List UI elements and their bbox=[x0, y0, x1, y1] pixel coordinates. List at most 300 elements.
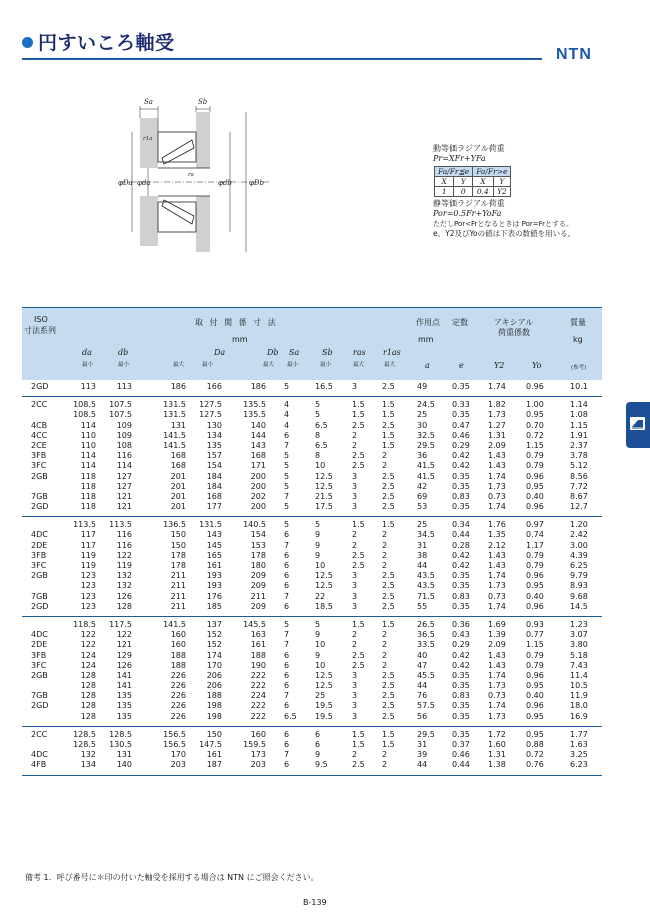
cell-Db-max: 144 bbox=[250, 430, 266, 440]
sym-r1as: r1as bbox=[383, 348, 401, 357]
cell-r1as-max: 2 bbox=[382, 561, 388, 570]
cell-da: 123 bbox=[80, 601, 96, 611]
cell-Yo: 0.93 bbox=[526, 619, 544, 629]
cell-a: 55 bbox=[417, 601, 428, 611]
v-y1: 0 bbox=[454, 187, 473, 197]
cell-Da-min: 176 bbox=[206, 591, 222, 601]
sym-e: e bbox=[459, 361, 464, 370]
cell-Sb-min: 18.5 bbox=[315, 601, 333, 611]
cell-ras-max: 3 bbox=[352, 481, 358, 491]
cell-Da-min: 130 bbox=[206, 420, 222, 430]
cell-db: 107.5 bbox=[109, 410, 132, 420]
cell-mass: 1.15 bbox=[570, 420, 588, 430]
cell-Yo: 0.96 bbox=[526, 571, 544, 581]
cell-a: 71.5 bbox=[417, 591, 435, 601]
tapered-bearing-icon bbox=[629, 415, 647, 433]
cell-mass: 7.43 bbox=[570, 660, 588, 670]
cell-mass: 1.23 bbox=[570, 619, 588, 629]
cell-ras-max: 2.5 bbox=[352, 561, 365, 570]
cell-e: 0.37 bbox=[452, 740, 470, 749]
cell-mass: 3.25 bbox=[570, 750, 588, 760]
cell-da: 124 bbox=[80, 660, 96, 670]
cell-ras-max: 1.5 bbox=[352, 520, 365, 530]
cell-mass: 1.91 bbox=[570, 430, 588, 440]
cell-Da-max: 201 bbox=[170, 502, 186, 512]
cell-Db-max: 222 bbox=[250, 701, 266, 711]
cell-Yo: 0.40 bbox=[526, 691, 544, 701]
cell-db: 131 bbox=[116, 750, 132, 760]
cell-Sa-min: 4 bbox=[284, 400, 290, 410]
cell-e: 0.42 bbox=[452, 650, 470, 660]
cell-db: 109 bbox=[116, 430, 132, 440]
cell-Sb-min: 9 bbox=[315, 750, 321, 760]
cell-e: 0.35 bbox=[452, 471, 470, 481]
cell-Da-max: 178 bbox=[170, 550, 186, 560]
cell-r1as-max: 2.5 bbox=[382, 701, 395, 711]
table-row bbox=[22, 492, 602, 502]
table-row bbox=[22, 651, 602, 661]
cell-Yo: 0.79 bbox=[526, 550, 544, 560]
cell-iso-series: 2GD bbox=[31, 502, 49, 512]
cell-da: 117 bbox=[80, 540, 96, 550]
cell-Y2: 1.74 bbox=[488, 382, 506, 391]
cell-Yo: 0.96 bbox=[526, 601, 544, 611]
cell-Sa-min: 5 bbox=[284, 451, 290, 461]
table-row bbox=[22, 561, 602, 571]
cell-Da-max: 178 bbox=[170, 561, 186, 570]
cell-iso-series: 2CC bbox=[31, 729, 48, 739]
min-Sb: 最小 bbox=[320, 362, 332, 368]
cell-Y2: 1.43 bbox=[488, 650, 506, 660]
cell-e: 0.47 bbox=[452, 420, 470, 430]
cell-Da-max: 211 bbox=[170, 571, 186, 581]
cell-ras-max: 2.5 bbox=[352, 660, 365, 670]
cell-Sb-min: 10 bbox=[315, 561, 326, 570]
table-group bbox=[22, 617, 602, 727]
cell-Da-min: 174 bbox=[206, 650, 222, 660]
hdr-axial: アキシアル bbox=[494, 318, 534, 327]
section-thumb-tab[interactable] bbox=[626, 402, 650, 448]
cell-iso-series: 2GB bbox=[31, 670, 48, 680]
cell-e: 0.43 bbox=[452, 630, 470, 640]
cell-iso-series: 2GB bbox=[31, 571, 48, 581]
cell-Da-max: 226 bbox=[170, 711, 186, 721]
cell-iso-series: 4FB bbox=[31, 760, 47, 770]
cell-Sb-min: 17.5 bbox=[315, 502, 333, 512]
max-ras: 最大 bbox=[353, 362, 365, 368]
cell-Y2: 1.43 bbox=[488, 660, 506, 670]
cell-r1as-max: 2 bbox=[382, 630, 388, 640]
cell-Db-max: 178 bbox=[250, 550, 266, 560]
cell-db: 113 bbox=[116, 382, 132, 391]
table-row bbox=[22, 410, 602, 420]
cell-r1as-max: 2.5 bbox=[382, 691, 395, 701]
cell-Sa-min: 6 bbox=[284, 650, 290, 660]
cell-iso-series: 2GD bbox=[31, 701, 49, 711]
min-Da: 最小 bbox=[202, 362, 214, 368]
cell-ras-max: 3 bbox=[352, 471, 358, 481]
cell-a: 25 bbox=[417, 410, 428, 420]
cell-Yo: 0.88 bbox=[526, 740, 544, 749]
cell-a: 45.5 bbox=[417, 670, 435, 680]
cell-a: 25 bbox=[417, 520, 428, 530]
cell-Y2: 1.60 bbox=[488, 740, 506, 749]
cell-mass: 1.63 bbox=[570, 740, 588, 749]
cell-Da-max: 201 bbox=[170, 481, 186, 491]
cell-a: 33.5 bbox=[417, 640, 435, 650]
cell-Sb-min: 9.5 bbox=[315, 760, 328, 770]
hdr-mass: 質量 bbox=[570, 318, 586, 327]
cell-Yo: 0.96 bbox=[526, 502, 544, 512]
cell-e: 0.83 bbox=[452, 591, 470, 601]
table-row bbox=[22, 520, 602, 530]
bearing-mounting-drawing bbox=[110, 92, 280, 272]
table-row bbox=[22, 730, 602, 740]
cell-iso-series: 2GB bbox=[31, 471, 48, 481]
cell-Da-max: 141.5 bbox=[163, 440, 186, 450]
equivalent-load-formula bbox=[433, 144, 575, 239]
cell-Da-min: 154 bbox=[206, 461, 222, 471]
v-x2: 0.4 bbox=[473, 187, 493, 197]
cell-da: 118.5 bbox=[73, 619, 96, 629]
cell-mass: 1.20 bbox=[570, 520, 588, 530]
cell-iso-series: 2DE bbox=[31, 540, 48, 550]
cell-Y2: 1.73 bbox=[488, 410, 506, 420]
cell-iso-series: 3FC bbox=[31, 461, 47, 471]
cell-r1as-max: 2 bbox=[382, 550, 388, 560]
hdr-constant: 定数 bbox=[452, 318, 468, 327]
cell-Y2: 1.73 bbox=[488, 681, 506, 691]
cell-Db-max: 211 bbox=[250, 591, 266, 601]
cell-iso-series: 3FC bbox=[31, 561, 47, 570]
cell-da: 132 bbox=[80, 750, 96, 760]
cell-Sb-min: 9 bbox=[315, 630, 321, 640]
cell-Db-max: 222 bbox=[250, 681, 266, 691]
min-da: 最小 bbox=[82, 362, 94, 368]
cell-Sa-min: 5 bbox=[284, 502, 290, 512]
cell-a: 57.5 bbox=[417, 701, 435, 711]
cell-Sa-min: 4 bbox=[284, 420, 290, 430]
cell-a: 31 bbox=[417, 540, 428, 550]
cell-Yo: 0.96 bbox=[526, 670, 544, 680]
cell-Sa-min: 7 bbox=[284, 591, 290, 601]
cell-Y2: 2.12 bbox=[488, 540, 506, 550]
cell-Da-min: 185 bbox=[206, 601, 222, 611]
cell-Da-min: 152 bbox=[206, 630, 222, 640]
cell-e: 0.28 bbox=[452, 540, 470, 550]
cell-Da-min: 135 bbox=[206, 440, 222, 450]
cond-gt: Fa/Fr>e bbox=[473, 167, 511, 177]
cell-Db-max: 145.5 bbox=[243, 619, 266, 629]
cell-Sb-min: 19.5 bbox=[315, 711, 333, 721]
cell-Sb-min: 12.5 bbox=[315, 481, 333, 491]
cell-Db-max: 209 bbox=[250, 571, 266, 581]
cell-Da-max: 168 bbox=[170, 451, 186, 461]
cell-db: 107.5 bbox=[109, 400, 132, 410]
sym-Yo: Yo bbox=[532, 361, 542, 370]
cell-mass: 1.77 bbox=[570, 729, 588, 739]
cell-db: 114 bbox=[116, 461, 132, 471]
cell-Y2: 1.74 bbox=[488, 601, 506, 611]
cell-Da-max: 131 bbox=[170, 420, 186, 430]
cell-e: 0.35 bbox=[452, 729, 470, 739]
cell-e: 0.42 bbox=[452, 461, 470, 471]
cell-Db-max: 224 bbox=[250, 691, 266, 701]
max-r1as: 最大 bbox=[384, 362, 396, 368]
hdr-iso-series: 寸法系列 bbox=[24, 326, 56, 335]
cell-a: 26.5 bbox=[417, 619, 435, 629]
dynamic-load-title: 動等価ラジアル荷重 bbox=[433, 144, 505, 153]
cell-mass: 9.79 bbox=[570, 571, 588, 581]
cell-ras-max: 1.5 bbox=[352, 729, 365, 739]
cell-r1as-max: 2.5 bbox=[382, 711, 395, 721]
cell-Y2: 1.69 bbox=[488, 619, 506, 629]
cell-ras-max: 2 bbox=[352, 540, 358, 550]
h-x2: X bbox=[473, 177, 493, 187]
cell-Y2: 2.09 bbox=[488, 440, 506, 450]
static-load-equation: Por=0.5Fr+YoFa bbox=[433, 209, 502, 218]
cell-e: 0.33 bbox=[452, 400, 470, 410]
cell-iso-series: 4CC bbox=[31, 430, 48, 440]
cell-r1as-max: 2 bbox=[382, 540, 388, 550]
cell-e: 0.42 bbox=[452, 451, 470, 461]
cell-Sa-min: 6 bbox=[284, 430, 290, 440]
table-row bbox=[22, 551, 602, 561]
cell-Y2: 1.31 bbox=[488, 430, 506, 440]
cell-e: 0.35 bbox=[452, 711, 470, 721]
cell-Sb-min: 8 bbox=[315, 430, 321, 440]
v-x1: 1 bbox=[435, 187, 454, 197]
cell-Db-max: 209 bbox=[250, 601, 266, 611]
cell-Yo: 1.15 bbox=[526, 640, 544, 650]
cell-Db-max: 200 bbox=[250, 471, 266, 481]
cell-db: 128.5 bbox=[109, 729, 132, 739]
cell-ras-max: 2 bbox=[352, 440, 358, 450]
cell-Y2: 1.74 bbox=[488, 471, 506, 481]
cell-db: 135 bbox=[116, 691, 132, 701]
cell-Yo: 0.70 bbox=[526, 420, 544, 430]
cell-a: 39 bbox=[417, 750, 428, 760]
cell-da: 124 bbox=[80, 650, 96, 660]
cell-da: 108.5 bbox=[73, 410, 96, 420]
cell-Da-max: 136.5 bbox=[163, 520, 186, 530]
cell-db: 128 bbox=[116, 601, 132, 611]
cell-r1as-max: 1.5 bbox=[382, 520, 395, 530]
cell-Y2: 1.43 bbox=[488, 550, 506, 560]
cell-Da-min: 168 bbox=[206, 491, 222, 501]
cell-Db-max: 222 bbox=[250, 670, 266, 680]
cell-e: 0.35 bbox=[452, 410, 470, 420]
cell-e: 0.35 bbox=[452, 701, 470, 711]
cell-Yo: 0.96 bbox=[526, 382, 544, 391]
cell-Y2: 0.73 bbox=[488, 491, 506, 501]
cell-Yo: 0.79 bbox=[526, 660, 544, 670]
cell-Y2: 1.43 bbox=[488, 451, 506, 461]
cell-db: 108 bbox=[116, 440, 132, 450]
cell-r1as-max: 1.5 bbox=[382, 619, 395, 629]
table-row bbox=[22, 581, 602, 591]
cell-Yo: 0.72 bbox=[526, 750, 544, 760]
cell-e: 0.83 bbox=[452, 491, 470, 501]
cell-db: 116 bbox=[116, 451, 132, 461]
cell-e: 0.35 bbox=[452, 581, 470, 591]
cell-ras-max: 2.5 bbox=[352, 550, 365, 560]
cell-Sa-min: 4 bbox=[284, 410, 290, 420]
cell-Y2: 0.73 bbox=[488, 591, 506, 601]
hdr-iso: ISO bbox=[34, 315, 48, 324]
cell-Sa-min: 5 bbox=[284, 382, 290, 391]
cell-e: 0.35 bbox=[452, 481, 470, 491]
cell-Sa-min: 6 bbox=[284, 550, 290, 560]
cell-da: 110 bbox=[80, 440, 96, 450]
cell-iso-series: 4DC bbox=[31, 530, 48, 540]
label-db: φdb bbox=[218, 179, 232, 187]
cell-mass: 10.1 bbox=[570, 382, 588, 391]
cell-Da-min: 161 bbox=[206, 750, 222, 760]
cell-iso-series: 3FB bbox=[31, 650, 47, 660]
cell-e: 0.44 bbox=[452, 760, 470, 770]
table-row bbox=[22, 441, 602, 451]
cell-Da-min: 187 bbox=[206, 760, 222, 770]
cell-ras-max: 2.5 bbox=[352, 760, 365, 770]
cell-Db-max: 143 bbox=[250, 440, 266, 450]
cell-db: 119 bbox=[116, 561, 132, 570]
cell-Sa-min: 7 bbox=[284, 750, 290, 760]
cell-ras-max: 1.5 bbox=[352, 619, 365, 629]
cell-Sb-min: 12.5 bbox=[315, 681, 333, 691]
cell-Da-max: 170 bbox=[170, 750, 186, 760]
cell-Da-min: 193 bbox=[206, 571, 222, 581]
cell-Sb-min: 21.5 bbox=[315, 491, 333, 501]
cell-Yo: 0.95 bbox=[526, 410, 544, 420]
cell-Yo: 0.79 bbox=[526, 451, 544, 461]
cell-Yo: 1.17 bbox=[526, 540, 544, 550]
cell-a: 36 bbox=[417, 451, 428, 461]
cell-Sa-min: 5 bbox=[284, 481, 290, 491]
cell-Da-min: 147.5 bbox=[199, 740, 222, 749]
cell-r1as-max: 2 bbox=[382, 530, 388, 540]
cell-da: 118 bbox=[80, 471, 96, 481]
cell-ras-max: 3 bbox=[352, 681, 358, 691]
table-row bbox=[22, 671, 602, 681]
cell-a: 38 bbox=[417, 550, 428, 560]
cell-a: 24.5 bbox=[417, 400, 435, 410]
cell-Sa-min: 7 bbox=[284, 540, 290, 550]
cell-Yo: 0.40 bbox=[526, 591, 544, 601]
table-row bbox=[22, 400, 602, 410]
cell-Y2: 1.31 bbox=[488, 750, 506, 760]
sym-db: db bbox=[118, 348, 129, 357]
cell-r1as-max: 1.5 bbox=[382, 440, 395, 450]
hdr-axial-factor: 荷重係数 bbox=[498, 328, 530, 337]
cell-Da-min: 127.5 bbox=[199, 400, 222, 410]
cell-Da-min: 184 bbox=[206, 471, 222, 481]
cell-Yo: 0.79 bbox=[526, 461, 544, 471]
cell-ras-max: 2.5 bbox=[352, 461, 365, 471]
cell-db: 121 bbox=[116, 502, 132, 512]
cell-a: 44 bbox=[417, 760, 428, 770]
cell-r1as-max: 1.5 bbox=[382, 430, 395, 440]
cell-Sa-min: 5 bbox=[284, 471, 290, 481]
table-group bbox=[22, 727, 602, 776]
cell-iso-series: 7GB bbox=[31, 591, 48, 601]
cell-Sb-min: 25 bbox=[315, 691, 326, 701]
cell-Db-max: 159.5 bbox=[243, 740, 266, 749]
cell-db: 141 bbox=[116, 670, 132, 680]
cell-Da-max: 160 bbox=[170, 640, 186, 650]
sym-Sa: Sa bbox=[289, 348, 300, 357]
cell-Db-max: 200 bbox=[250, 502, 266, 512]
cell-Sa-min: 6 bbox=[284, 681, 290, 691]
cell-Yo: 0.96 bbox=[526, 701, 544, 711]
cell-Y2: 1.43 bbox=[488, 561, 506, 570]
table-row bbox=[22, 691, 602, 701]
cell-mass: 3.07 bbox=[570, 630, 588, 640]
cell-Da-max: 188 bbox=[170, 660, 186, 670]
cell-Db-max: 200 bbox=[250, 481, 266, 491]
cell-Sa-min: 7 bbox=[284, 691, 290, 701]
cell-Yo: 0.96 bbox=[526, 471, 544, 481]
cell-r1as-max: 2.5 bbox=[382, 681, 395, 691]
sym-da: da bbox=[82, 348, 92, 357]
cell-Da-min: 150 bbox=[206, 729, 222, 739]
label-da: φda bbox=[137, 179, 151, 187]
cell-da: 123 bbox=[80, 571, 96, 581]
cell-Da-max: 141.5 bbox=[163, 619, 186, 629]
cell-Sa-min: 7 bbox=[284, 491, 290, 501]
table-group bbox=[22, 397, 602, 517]
cell-da: 119 bbox=[80, 561, 96, 570]
cell-Sb-min: 16.5 bbox=[315, 382, 333, 391]
cell-a: 43.5 bbox=[417, 571, 435, 581]
cell-da: 128 bbox=[80, 711, 96, 721]
cell-ras-max: 2 bbox=[352, 630, 358, 640]
cell-a: 76 bbox=[417, 691, 428, 701]
cell-Y2: 1.76 bbox=[488, 520, 506, 530]
table-row bbox=[22, 620, 602, 630]
cell-Sa-min: 6 bbox=[284, 670, 290, 680]
table-row bbox=[22, 740, 602, 750]
table-row bbox=[22, 472, 602, 482]
cell-Da-min: 127.5 bbox=[199, 410, 222, 420]
cell-Da-max: 226 bbox=[170, 670, 186, 680]
cell-Yo: 0.72 bbox=[526, 430, 544, 440]
cell-Y2: 1.43 bbox=[488, 461, 506, 471]
cell-da: 118 bbox=[80, 481, 96, 491]
cell-da: 113.5 bbox=[73, 520, 96, 530]
h-x1: X bbox=[435, 177, 454, 187]
cell-Sa-min: 6.5 bbox=[284, 711, 297, 721]
label-Da: φDa bbox=[118, 179, 133, 187]
cell-Sb-min: 5 bbox=[315, 400, 321, 410]
cell-db: 122 bbox=[116, 550, 132, 560]
cell-Sb-min: 6.5 bbox=[315, 420, 328, 430]
cell-e: 0.29 bbox=[452, 640, 470, 650]
cell-Db-max: 209 bbox=[250, 581, 266, 591]
table-row bbox=[22, 712, 602, 722]
cell-da: 114 bbox=[80, 420, 96, 430]
static-load-note: ただしPor<Frとなるときは Por=Frとする。 bbox=[433, 220, 574, 228]
cell-a: 56 bbox=[417, 711, 428, 721]
cell-mass: 8.93 bbox=[570, 581, 588, 591]
cell-Da-max: 211 bbox=[170, 581, 186, 591]
cell-Da-max: 150 bbox=[170, 530, 186, 540]
cell-da: 134 bbox=[80, 760, 96, 770]
cell-db: 127 bbox=[116, 471, 132, 481]
cell-db: 130.5 bbox=[109, 740, 132, 749]
cell-mass: 18.0 bbox=[570, 701, 588, 711]
cell-Sb-min: 10 bbox=[315, 461, 326, 471]
